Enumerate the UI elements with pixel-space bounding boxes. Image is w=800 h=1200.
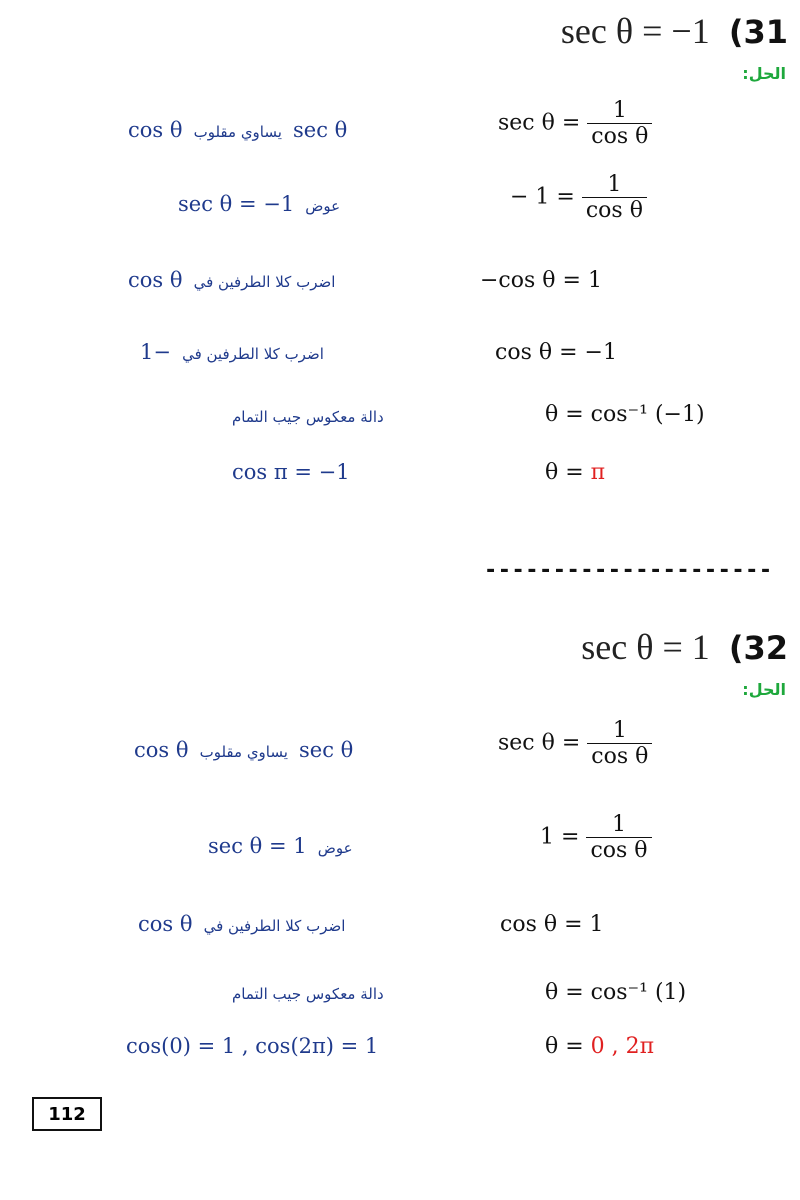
note-text: عوض xyxy=(317,839,353,857)
fraction-denominator: cos θ xyxy=(587,743,652,769)
answer-prefix: θ = xyxy=(545,460,591,485)
step-note: cos(0) = 1 , cos(2π) = 1 xyxy=(126,1034,379,1058)
note-math: sec θ = 1 xyxy=(208,834,307,858)
fraction xyxy=(586,812,651,863)
problem-equation: sec θ = 1 xyxy=(581,627,710,667)
problem-number: (32 xyxy=(728,629,788,667)
step-note: دالة معكوس جيب التمام xyxy=(232,985,384,1003)
solution-label: الحل: xyxy=(742,680,786,699)
step-note xyxy=(138,912,345,936)
step-equation xyxy=(540,812,652,863)
solution-label: الحل: xyxy=(742,64,786,83)
step-note xyxy=(128,118,347,142)
fraction-numerator: 1 xyxy=(612,98,627,123)
answer-prefix: θ = xyxy=(545,1034,591,1059)
step-equation: cos θ = 1 xyxy=(500,912,604,937)
note-math: cos θ xyxy=(138,912,193,936)
separator: --------------------- xyxy=(484,558,773,583)
note-math: cos θ xyxy=(134,738,189,762)
note-math: sec θ xyxy=(293,118,348,142)
note-text: اضرب كلا الطرفين في xyxy=(203,917,346,935)
fraction xyxy=(582,172,647,223)
note-text: يساوي مقلوب xyxy=(199,743,288,761)
step-equation xyxy=(510,172,647,223)
fraction-numerator: 1 xyxy=(607,172,622,197)
answer-value: π xyxy=(590,460,606,485)
step-note xyxy=(134,738,353,762)
note-math: sec θ xyxy=(299,738,354,762)
problem-equation: sec θ = −1 xyxy=(560,11,710,51)
step-note: cos π = −1 xyxy=(232,460,350,484)
step-note xyxy=(178,192,340,216)
fraction-denominator: cos θ xyxy=(582,197,647,223)
fraction xyxy=(587,718,652,769)
equation-lhs: sec θ = xyxy=(498,110,581,136)
note-math: sec θ = −1 xyxy=(178,192,295,216)
note-text: اضرب كلا الطرفين في xyxy=(182,345,324,363)
answer-value: 0 , 2π xyxy=(590,1034,655,1059)
step-equation xyxy=(498,718,652,769)
problem-number: (31 xyxy=(728,13,788,51)
step-answer xyxy=(545,1034,654,1059)
step-equation: θ = cos⁻¹ (−1) xyxy=(545,402,705,427)
step-equation: −cos θ = 1 xyxy=(480,268,602,293)
step-note: دالة معكوس جيب التمام xyxy=(232,408,384,426)
fraction xyxy=(587,98,652,149)
note-text: اضرب كلا الطرفين في xyxy=(193,273,336,291)
fraction-numerator: 1 xyxy=(611,812,626,837)
fraction-numerator: 1 xyxy=(612,718,627,743)
step-note xyxy=(208,834,353,858)
problem-header xyxy=(581,626,788,668)
step-note xyxy=(128,268,335,292)
step-equation: θ = cos⁻¹ (1) xyxy=(545,980,687,1005)
step-answer xyxy=(545,460,605,485)
note-text: يساوي مقلوب xyxy=(193,123,282,141)
step-note xyxy=(140,340,324,364)
step-equation: cos θ = −1 xyxy=(495,340,617,365)
equation-lhs: 1 = xyxy=(540,824,580,850)
note-math: 1− xyxy=(140,340,171,364)
fraction-denominator: cos θ xyxy=(586,837,651,863)
step-equation xyxy=(498,98,652,149)
fraction-denominator: cos θ xyxy=(587,123,652,149)
note-text: عوض xyxy=(305,197,341,215)
equation-lhs: − 1 = xyxy=(510,184,575,210)
equation-lhs: sec θ = xyxy=(498,730,581,756)
problem-header xyxy=(561,10,788,52)
note-math: cos θ xyxy=(128,118,183,142)
page-number: 112 xyxy=(32,1097,102,1131)
note-math: cos θ xyxy=(128,268,183,292)
